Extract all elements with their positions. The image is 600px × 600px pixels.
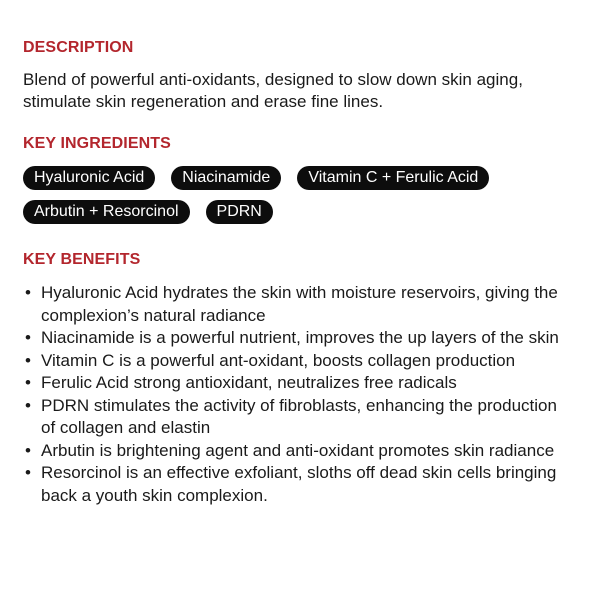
benefit-text: Arbutin is brightening agent and anti-oxidant promotes skin radiance xyxy=(41,440,555,460)
bullet-icon: • xyxy=(25,283,31,302)
bullet-icon: • xyxy=(25,463,31,482)
benefit-item xyxy=(23,440,568,463)
ingredient-tag-vitamin-c-ferulic-acid: Vitamin C + Ferulic Acid xyxy=(297,166,489,190)
key-ingredients-heading: KEY INGREDIENTS xyxy=(23,135,171,152)
ingredient-tag-pdrn: PDRN xyxy=(206,200,273,224)
benefit-item xyxy=(23,327,568,350)
benefit-item xyxy=(23,395,568,440)
benefit-text: Ferulic Acid strong antioxidant, neutralizes free radicals xyxy=(41,373,457,392)
benefit-item xyxy=(23,350,568,373)
key-benefits-heading: KEY BENEFITS xyxy=(23,251,141,268)
ingredient-tag-hyaluronic-acid: Hyaluronic Acid xyxy=(23,166,155,190)
benefit-item xyxy=(23,282,568,327)
benefit-text: Vitamin C is a powerful ant-oxidant, boosts collagen production xyxy=(41,350,516,370)
benefit-text: Resorcinol is an effective exfoliant, sloths off dead skin cells bringing back a youth skin complexion. xyxy=(41,463,557,505)
bullet-icon: • xyxy=(25,328,31,347)
bullet-icon: • xyxy=(25,350,31,370)
ingredient-tag-arbutin-resorcinol: Arbutin + Resorcinol xyxy=(23,200,190,224)
bullet-icon: • xyxy=(25,440,31,460)
bullet-icon: • xyxy=(25,373,31,392)
benefits-list xyxy=(23,282,568,507)
bullet-icon: • xyxy=(25,395,31,415)
benefit-item xyxy=(23,462,568,507)
ingredient-tag-list xyxy=(23,166,563,224)
benefit-item xyxy=(23,372,568,395)
benefit-text: PDRN stimulates the activity of fibroblasts, enhancing the production of collagen and elastin xyxy=(41,395,557,437)
benefit-text: Niacinamide is a powerful nutrient, improves the up layers of the skin xyxy=(41,328,559,347)
description-heading: DESCRIPTION xyxy=(23,39,134,56)
ingredient-tag-niacinamide: Niacinamide xyxy=(171,166,281,190)
benefit-text: Hyaluronic Acid hydrates the skin with moisture reservoirs, giving the complexion’s natural radiance xyxy=(41,283,558,325)
description-text: Blend of powerful anti-oxidants, designed to slow down skin aging, stimulate skin regeneration and erase fine lines. xyxy=(23,70,523,111)
